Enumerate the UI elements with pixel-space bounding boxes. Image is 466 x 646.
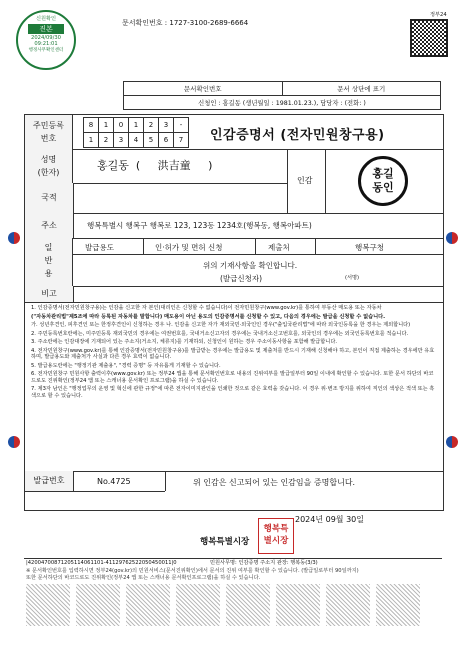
government-emblem-icon [446,436,458,448]
digit: 6 [159,133,174,148]
document-number: 문서확인번호 : 1727-3100-2689-6664 [122,19,249,27]
name-value: 홍길동 ( 洪吉童 ) [97,159,213,172]
digit: 7 [174,133,189,148]
document-title: 인감증명서 (전자민원창구용) [210,128,385,143]
2d-barcode [126,584,170,626]
issuer-stamp-text: 행복특 별시장 [263,524,289,546]
seal-ring-top: 신원확인 [35,16,57,22]
digit: 1 [129,118,144,133]
remarks-label: 비고 [25,286,74,302]
certify-text: 위 인감은 신고되어 있는 인감임을 증명합니다. [193,478,356,487]
reg-number-label: 주민등록 번호 [25,115,73,149]
seal-impression [358,156,408,206]
footer-note-2: 또한 문서하단의 바코드로도 진위확인(정부24 앱 또는 스캐너용 문서확인프로그램)을 하실 수 있습니다. [26,575,261,581]
digit: 3 [159,118,174,133]
note-line: 7. 제3자 남인은 "행정업무의 운영 및 혁신에 관한 규정"에 따른 전자이미지관인을 인쇄한 것으로 같은 효력을 갖습니다. 이 경우 위·변조 방지를 위하여 직인의 색상은 적색 또는 흑색으로 할 수 있습니다. [31,386,435,399]
address-label: 주소 [25,213,74,238]
digit: - [174,118,189,133]
issue-date: 2024년 09월 30일 [295,515,364,524]
digit: 4 [129,133,144,148]
confirm-line: 위의 기재사항을 확인합니다. [203,261,298,270]
issuer: 행복특별시장 [200,537,250,547]
2d-barcode [376,584,420,626]
note-line: 1. 인감증명서(전자민원창구용)는 인감을 신고한 자 본인(대리인은 신청할 수 없습니다)이 전자민원창구(www.gov.kr)를 통하여 부동산 매도용 또는 자동차 [31,305,382,311]
submit-to-value: 행복구청 [355,243,384,252]
reg-number-boxes [83,117,189,148]
seal-date: 2024/09/30 [31,34,61,41]
digit: 3 [114,133,129,148]
note-line: 6. 전자민원창구 민원사항 출력이후(www.gov.kr) 또는 정부24 앱을 통해 문서확인번호로 내용의 진위여부를 발급일부터 90일 이내에 확인할 수 있습니다. 또한 문서 하단의 바코드로도 진위확인(정부24 앱 또는 스캐너용 문서확인 프로그램)을 하실 수 있습니다. [31,371,434,384]
main-form [24,114,444,511]
note-line: 4. 전자민원창구(www.gov.kr)를 통해 인감증명서(전자민원창구용)를 발급받는 경우에는 발급용도 및 제출처를 반드시 기재해 신청해야 하고, 본인이 직접 제출하는 경우에만 유효하며, 발급용도와 제출처가 사실과 다른 경우 효력이 없습니다. [31,347,435,360]
applicant-line-sign: (발급신청자) [220,274,263,283]
submit-to-label: 제출처 [268,243,290,252]
authenticity-seal [16,10,76,70]
2d-barcode [176,584,220,626]
digit: 2 [144,118,159,133]
notes-block [31,305,437,399]
qr-caption: 정부24 [430,12,447,18]
note-line: 가. 성년후견인, 피후견인 또는 한정후견인이 신청하는 경우 나. 인감을 신고한 자가 재외국민·외국인인 경우("출입국관리법"에 따라 외국인등록을 한 경우는 제외합니다) [31,322,411,328]
digit: 8 [84,118,99,133]
digit: 5 [144,133,159,148]
2d-barcode [76,584,120,626]
2d-barcode [26,584,70,626]
digit: 1 [84,133,99,148]
note-line: 5. 발급용도란에는 "행정기관 제출용", "경력 증명" 등 자유롭게 기재할 수 있습니다. [31,362,221,369]
applicant-line: 신청인 : 홍길동 (생년월일 : 1981.01.23.), 담당자 : (전화: ) [124,96,441,110]
confirm-col2: 문서 상단에 표기 [282,82,441,96]
digit: 0 [114,118,129,133]
confirm-box [123,81,441,110]
seal-time: 09:21:01 [34,41,58,47]
sign-mark: (서명) [345,275,360,281]
government-emblem-icon [8,436,20,448]
2d-barcode [276,584,320,626]
2d-barcode [326,584,370,626]
seal-label: 인감 [297,176,313,185]
note-line: 3. 주소란에는 인감대장에 기재되어 있는 주소지(거소지, 체류지)를 기재하되, 신청인이 원하는 경우 주소이동사항을 포함해 발급합니다. [31,339,337,345]
qr-code [410,19,448,57]
purpose-label: 일 반 용 [25,238,73,286]
government-emblem-icon [446,232,458,244]
address-value: 행복특별시 행복구 행복로 123, 123동 1234호(행복동, 행복아파트) [87,221,312,230]
government-emblem-icon [8,232,20,244]
note-line: ("자동차관리법"제5조에 따라 등록된 자동차를 말합니다) 매도용이 아닌 용도의 인감증명서를 신청할 수 있고, 다음의 경우에는 발급을 신청할 수 없습니다. [31,313,386,320]
2d-barcode [226,584,270,626]
nationality-label: 국적 [25,183,74,213]
note-line: 2. 주민등록번호란에는, 미주민등록 재외국민의 경우에는 여권번호를, 국내거소신고자의 경우에는 국내거소신고번호를, 외국인의 경우에는 외국인등록번호를 적습니다. [31,330,409,337]
name-label: 성명 (한자) [25,149,73,183]
issue-use-value: 인·허가 및 면허 신청 [155,243,223,252]
issuer-stamp [258,518,294,554]
footer-note-1: ※ 문서확인번호를 입력하시면 정부24(gov.kr)의 민원서비스(문서진위확인)에서 문서의 진위 여부를 확인할 수 있습니다. (발급일로부터 90일까지) [26,568,359,574]
confirm-col1: 문서확인번호 [124,82,283,96]
digit: 2 [99,133,114,148]
seal-impression-text: 홍길 동인 [372,167,394,194]
issue-number-label: 발급번호 [25,471,74,491]
digit: 1 [99,118,114,133]
seal-ring-bottom: 행정사무확인센터 [28,47,64,53]
seal-badge: 진본 [28,24,64,34]
issue-number-value: No.4725 [97,477,131,486]
barcode-number: |42004700871205114061101-41129762522050450011|0 [26,560,177,566]
bottom-meta: 민원사무명: 인감증명 주소지 관장: 행복동(3/3) [210,560,318,566]
issue-use-label: 발급용도 [85,243,114,252]
